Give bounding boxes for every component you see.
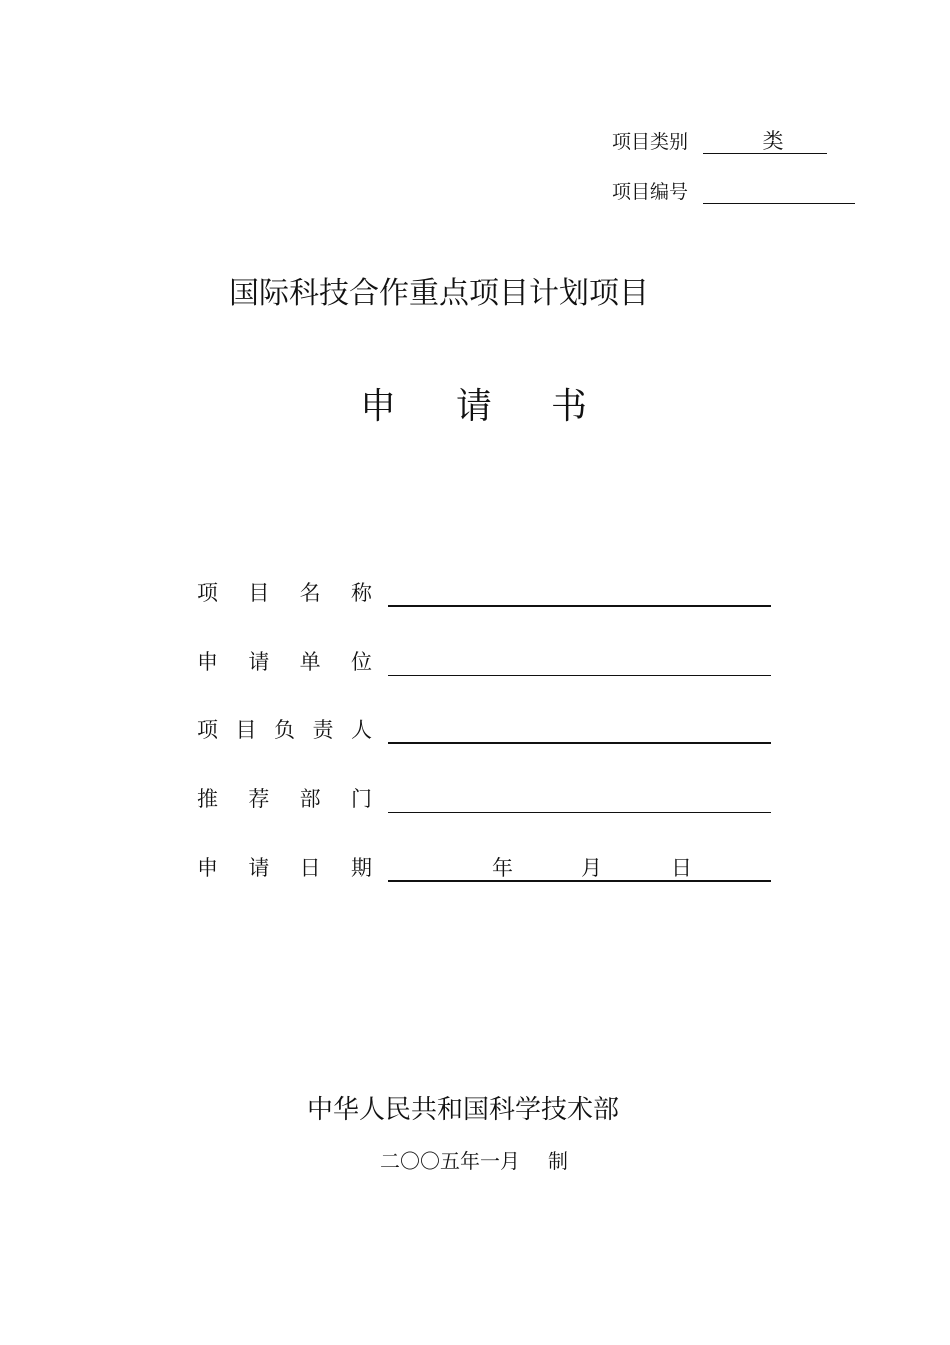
subtitle-char-2: 请 (456, 386, 493, 427)
project-number-field[interactable] (703, 180, 855, 204)
label-char: 称 (350, 581, 372, 605)
label-char: 门 (350, 787, 372, 811)
project-number-label: 项目编号 (612, 181, 689, 203)
project-name-field[interactable] (388, 577, 771, 607)
application-date-label (197, 854, 372, 882)
label-char: 位 (350, 650, 372, 674)
application-date-field[interactable] (388, 852, 771, 882)
applicant-organization-field[interactable] (388, 646, 771, 676)
project-category-label: 项目类别 (612, 131, 689, 153)
label-char: 申 (197, 650, 218, 674)
issue-suffix: 制 (548, 1149, 568, 1173)
label-char: 部 (299, 787, 321, 811)
label-char: 期 (350, 856, 372, 880)
project-category-value: 类 (762, 129, 784, 153)
project-category-field[interactable] (703, 130, 827, 154)
label-char: 负 (274, 718, 295, 742)
project-leader-label (197, 716, 372, 744)
project-name-label (197, 579, 372, 607)
label-char: 人 (351, 718, 372, 742)
label-char: 责 (312, 718, 334, 742)
label-char: 目 (235, 718, 257, 742)
label-char: 日 (299, 856, 321, 880)
label-char: 申 (197, 856, 218, 880)
subtitle-char-3: 书 (551, 386, 588, 427)
label-char: 目 (248, 581, 270, 605)
applicant-organization-label (197, 648, 372, 676)
label-char: 请 (248, 856, 270, 880)
document-title: 国际科技合作重点项目计划项目 (229, 276, 649, 311)
label-char: 推 (197, 787, 218, 811)
project-leader-field[interactable] (388, 714, 771, 744)
label-char: 单 (299, 650, 321, 674)
label-char: 项 (197, 581, 218, 605)
issue-date: 二〇〇五年一月 (380, 1149, 520, 1173)
recommending-department-field[interactable] (388, 783, 771, 813)
day-label: 日 (671, 856, 692, 880)
label-char: 请 (248, 650, 270, 674)
subtitle-char-1: 申 (360, 386, 397, 427)
recommending-department-label (197, 785, 372, 813)
label-char: 项 (197, 718, 218, 742)
label-char: 荐 (248, 787, 270, 811)
year-label: 年 (492, 856, 513, 880)
issuing-organization: 中华人民共和国科学技术部 (306, 1095, 619, 1125)
label-char: 名 (299, 581, 321, 605)
month-label: 月 (581, 856, 602, 880)
